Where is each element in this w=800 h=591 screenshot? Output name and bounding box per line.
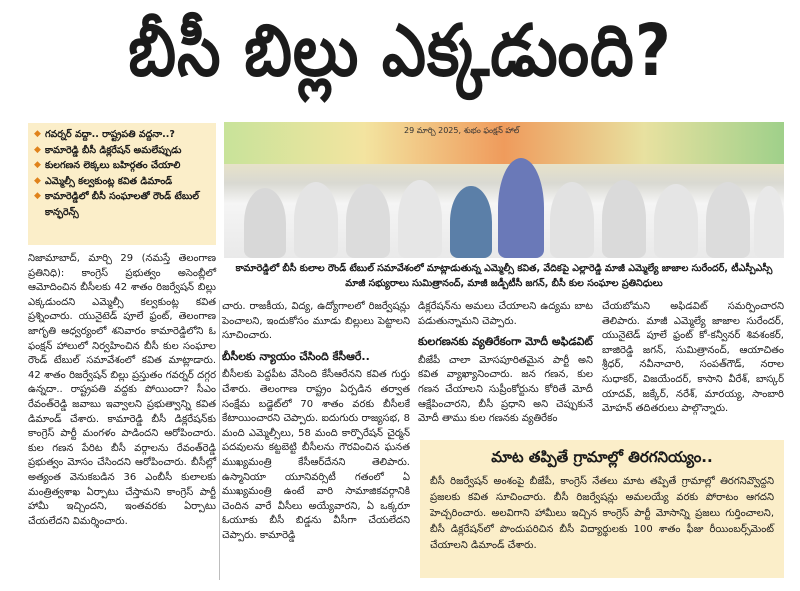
- photo-person: [450, 186, 492, 258]
- bullet-icon: ◆: [34, 191, 41, 201]
- paragraph: డిక్లరేషన్‌ను అమలు చేయాలని ఉద్యమ బాట పడుతున్నామని చెప్పారు.: [418, 301, 593, 327]
- paragraph: చారు. రాజకీయ, విద్య, ఉద్యోగాలలో రిజర్వేషన్లు పెంచాలని, ఇందుకోసం మూడు బిల్లులు పెట్టాలని సూచించారు.: [222, 301, 410, 342]
- highlight-item: ◆ కులగణన లెక్కలు బహిర్గతం చేయాలి: [34, 158, 210, 174]
- sidebar-box-body: బీసీ రిజర్వేషన్ అంశంపై బీజేపీ, కాంగ్రెస్ నేతలు మాట తప్పితే గ్రామాల్లో తిరగనివ్వొద్దని ప్రజలకు కవిత సూచించారు. బీసీ రిజర్వేషన్లు అమలయ్యే వరకు పోరాటం ఆగదని హెచ్చరించారు. అలవిగాని హామీలు ఇచ్చిన కాంగ్రెస్ పార్టీ మోసాన్ని ప్రజలు గుర్తించాలని, బీసీ డిక్లరేషన్‌లో పొందుపరిచిన బీసీ విద్యార్థులకు 100 శాతం ఫీజు రీయింబర్స్‌మెంట్ చేయాలని డిమాండ్ చేశారు.: [430, 476, 774, 551]
- photo-person: [654, 184, 698, 258]
- highlight-item: ◆ కామారెడ్డి బీసీ డిక్లరేషన్ అమలేప్పుడు: [34, 143, 210, 159]
- article-column-1: [28, 252, 216, 529]
- news-photo: [224, 122, 784, 258]
- paragraph: బీసీలకు పెద్దపీట వేసింది కేసీఆరేనని కవిత గుర్తు చేశారు. తెలంగాణ రాష్ట్రం ఏర్పడిన తర్వాత సంక్షేమ బడ్జెట్‌లో 70 శాతం వరకు బీసీలకే కేటాయించారని చెప్పారు. ఐదుగురు రాజ్యసభ, 8 మంది ఎమ్మెల్సీలు, 58 మంది కార్పొరేషన్ చైర్మన్ పదవులను కట్టబెట్టి బీసీలను గౌరవించిన ఘనత ముఖ్యమంత్రి కేసీఆర్‌దేనని తెలిపారు. ఉస్మానియా యూనివర్సిటీ గతంలో ఏ ముఖ్యమంత్రి ఉంటే వారి సామాజికవర్గానికి చెందిన వారే వీసీలు అయ్యేవారని, ఏ ఒక్కరూ ఓయూకు బీసీ బిడ్డను వీసీగా చేయలేదని చెప్పారు. కామారెడ్డి: [222, 369, 410, 541]
- sidebar-box-title: మాట తప్పితే గ్రామాల్లో తిరగనియ్యం..: [491, 448, 713, 466]
- subheading: బీసీలకు న్యాయం చేసింది కేసీఆరే..: [222, 349, 370, 363]
- photo-caption: కామారెడ్డిలో బీసీ కులాల రౌండ్ టేబుల్ సమావేశంలో మాట్లాడుతున్న ఎమ్మెల్సీ కవిత, వేదికపై ఎల్లారెడ్డి మాజీ ఎమ్మెల్యే జాజాల సురేందర్, టీఎస్పీఎస్సీ మాజీ సభ్యురాలు సుమిత్రానంద్, మాజీ జడ్పీటీసీ జగన్, బీసీ కుల సంఘాల ప్రతినిధులు: [235, 263, 773, 289]
- photo-person: [498, 158, 544, 258]
- subheading: కులగణనకు వ్యతిరేకంగా మోదీ అఫిడవిట్: [418, 335, 593, 349]
- photo-person: [754, 186, 784, 258]
- bullet-icon: ◆: [34, 160, 41, 170]
- bullet-icon: ◆: [34, 144, 41, 155]
- headline-text: బీసీ బిల్లు ఎక్కడుంది?: [128, 8, 672, 93]
- photo-person: [550, 182, 594, 258]
- highlights-box: [28, 123, 216, 245]
- column-divider: [219, 300, 220, 580]
- article-column-2: [222, 300, 410, 544]
- article-column-4: [602, 300, 784, 417]
- photo-person: [244, 188, 286, 258]
- bullet-icon: ◆: [34, 129, 41, 139]
- bullet-icon: ◆: [34, 175, 41, 186]
- article-column-3: [418, 300, 593, 427]
- photo-person: [294, 182, 338, 258]
- photo-banner-text: 29 మార్చి 2025, శుభం ఫంక్షన్ హాల్: [404, 126, 520, 135]
- photo-person: [706, 182, 750, 258]
- paragraph: బీజేపీ చాలా మోసపూరితమైన పార్టీ అని కవిత వ్యాఖ్యానించారు. జన గణన, కుల గణన చేయాలని సుప్రీంకోర్టును కోరితే మోదీ ఆక్షేపించారని, బీసీ ప్రధాని అని చెప్పుకునే మోదీ తాము కుల గణనకు వ్యతిరేకం: [418, 354, 593, 425]
- highlight-item: ◆ కామారెడ్డిలో బీసీ సంఘాలతో రౌండ్ టేబుల్ కాన్ఫరెన్స్: [34, 191, 200, 218]
- paragraph: నిజామాబాద్, మార్చి 29 (నమస్తే తెలంగాణ ప్రతినిధి): కాంగ్రెస్ ప్రభుత్వం అసెంబ్లీలో ఆమోదించిన బీసీలకు 42 శాతం రిజర్వేషన్ బిల్లు ఎక్కడుందని ఎమ్మెల్సీ కల్వకుంట్ల కవిత ప్రశ్నించారు. యునైటెడ్ పూలే ఫ్రంట్, తెలంగాణ జాగృతి ఆధ్వర్యంలో శనివారం కామారెడ్డిలోని ఓ ఫంక్షన్ హాలులో నిర్వహించిన బీసీ కుల సంఘాల రౌండ్ టేబుల్ సమావేశంలో కవిత మాట్లాడారు. 42 శాతం రిజర్వేషన్ బిల్లు ప్రస్తుతం గవర్నర్ దగ్గర ఉన్నదా.. రాష్ట్రపతి వద్దకు పోయిందా? సీఎం రేవంత్‌రెడ్డి జవాబు ఇవ్వాలని ప్రభుత్వాన్ని కవిత డిమాండ్ చేశారు. కామారెడ్డి బీసీ డిక్లరేషన్‌కు కాంగ్రెస్ పార్టీ మంగళం పాడిందని ఆరోపించారు. కుల గణన పేరిట బీసీ వర్గాలను రేవంత్‌రెడ్డి ప్రభుత్వం మోసం చేసిందని ఆరోపించారు. బీసీల్లో అత్యంత వెనుకబడిన 36 ఎంబీసీ కులాలకు మంత్రిత్వశాఖ ఏర్పాటు చేస్తామని కాంగ్రెస్ పార్టీ హామీ ఇచ్చిందని, ఇంతవరకు ఏర్పాటు చేయలేదని విమర్శించారు.: [28, 253, 216, 527]
- sidebar-box: [420, 440, 784, 578]
- highlight-item: ◆ గవర్నర్ వద్దా.. రాష్ట్రపతి వద్దనా..?: [34, 127, 210, 143]
- photo-person: [346, 184, 390, 258]
- highlight-item: ◆ ఎమ్మెల్సీ కల్వకుంట్ల కవిత డిమాండ్: [34, 174, 210, 190]
- paragraph: చేయబోమని అఫిడవిట్ సమర్పించారని తెలిపారు. మాజీ ఎమ్మెల్యే జాజాల సురేందర్, యునైటెడ్ పూలే ఫ్రంట్ కో-కన్వీనర్ శివశంకర్, బాజిరెడ్డి జగన్, సుమిత్రానంద్, ఆయాచితం శ్రీధర్, నవీనాచారి, సంపత్‌గౌడ్, నరాల సుధాకర్, విజయేందర్, కాసాని వీరేశ్, బాస్కర్ యాదవ్, జక్కేర్, నరేశ్, మారయ్య, సాంబారి మోహన్ తదితరులు పాల్గొన్నారు.: [602, 301, 784, 415]
- photo-person: [398, 180, 442, 258]
- headline: [0, 0, 800, 118]
- photo-person: [602, 180, 646, 258]
